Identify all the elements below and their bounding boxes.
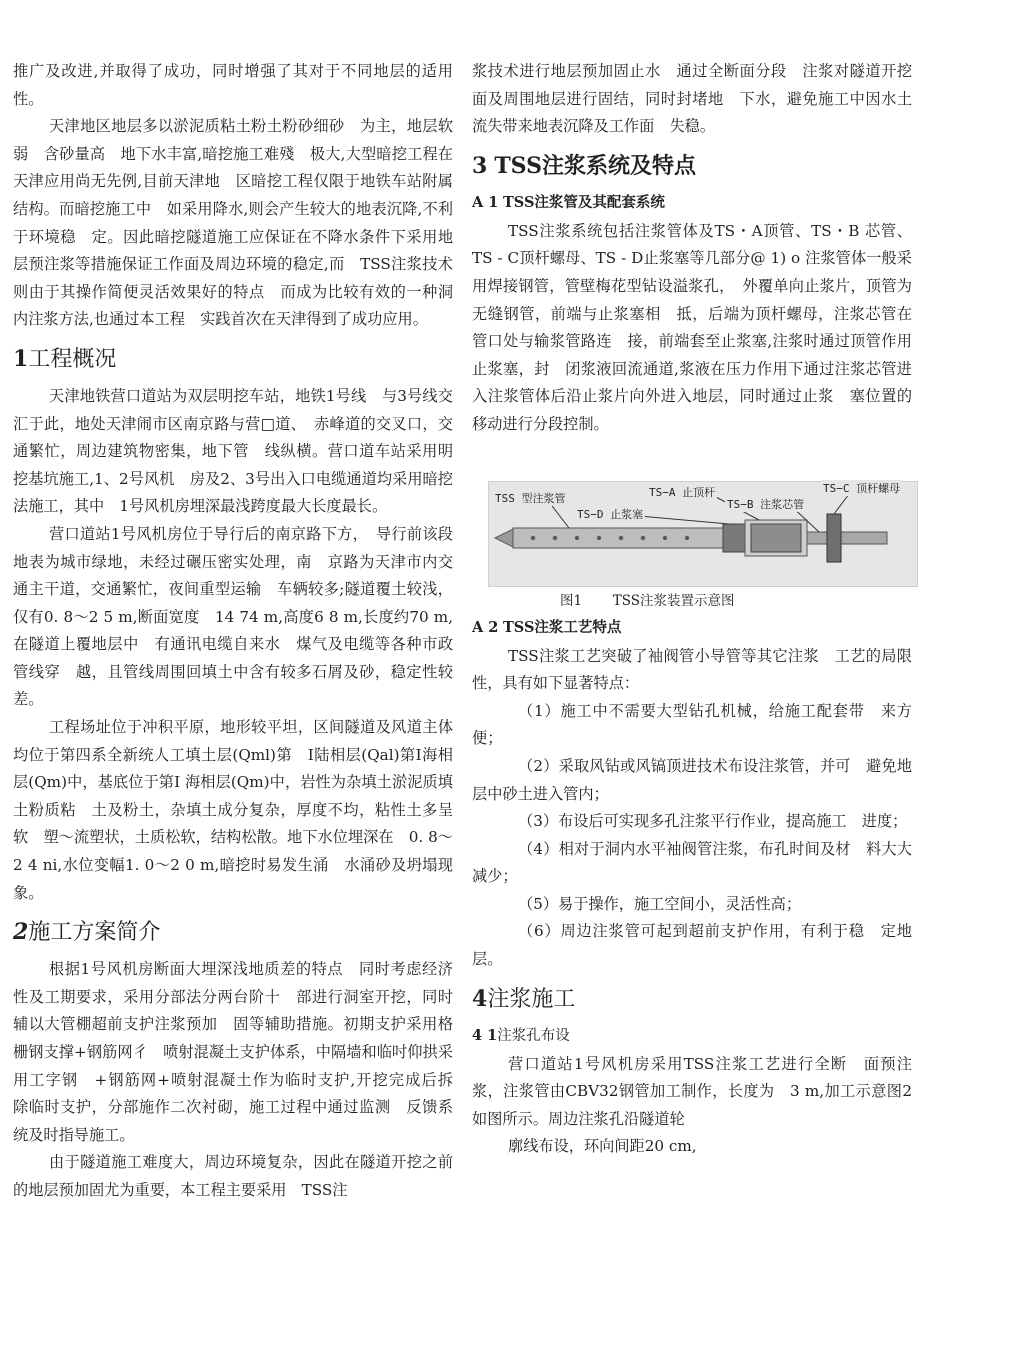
list-item: （4）相对于洞内水平袖阀管注浆，布孔时间及材 料大大减少； — [472, 839, 912, 886]
paragraph-4-1: 营口道站1号风机房采用TSS注浆工艺进行全断 面预注浆，注浆管由CBV32钢管加工制作，长度为 3 m,加工示意图2如图所示。周边注浆孔沿隧道轮 — [472, 1054, 912, 1128]
subsection-4-1-number: 4 1 — [472, 1026, 498, 1044]
paragraph-2a: 根据1号风机房断面大埋深浅地质差的特点 同时考虑经济性及工期要求，采用分部法分两台阶十 部进行洞室开挖，同时辅以大管棚超前支护注浆预加 固等辅助措施。初期支护采用格栅钢支撑+钢筋网彳 喷射混凝土支护体系，中隔墙和临吋仰拱采用工字钢 +钢筋网+喷射混凝土作为临时支护,开挖完成后拆 除临时支护，分部施作二次衬砌，施工过程中通过监测 反馈系统及时指导施工。 — [13, 960, 469, 1144]
stop-plug-shape — [723, 524, 745, 552]
figure-1-number: 图1 — [560, 592, 583, 609]
subsection-3-1-title: TSS注浆管及其配套系统 — [503, 193, 665, 211]
section-2-heading — [13, 915, 453, 950]
paragraph-1a: 天津地铁营口道站为双层明挖车站，地铁1号线 与3号线交汇于此，地处天津闹市区南京路与营□道、 赤峰道的交叉口，交通繁忙，周边建筑物密集，地下管 线纵横。营口道车站采用明挖基坑施工,1、2号风机 房及2、3号出入口电缆通道均采用暗挖法施工，其中 1号风机房埋深最浅跨度最大长度最长。 — [13, 386, 453, 516]
feature-list — [472, 698, 912, 974]
subsection-4-1-heading — [472, 1023, 912, 1049]
list-item: （6）周边注浆管可起到超前支护作用，有利于稳 定地层。 — [472, 922, 912, 969]
section-3-title: TSS注浆系统及特点 — [494, 152, 696, 179]
section-4-heading — [472, 982, 912, 1017]
label-ts-b: TS−B 注浆芯管 — [727, 497, 805, 511]
paragraph-tianjin-geology: 天津地区地层多以淤泥质粘土粉土粉砂细砂 为主，地层软弱 含砂量高 地下水丰富,暗挖施工难殘 极大,大型暗挖工程在天津应用尚无先例,目前天津地 区暗挖工程仅限于地铁车站附属结构。而暗挖施工中 如采用降水,则会产生较大的地表沉降,不利于环境稳 定。因此暗挖隧道施工应保证在不降水条件下采用地 层预注浆等措施保证工作面及周边环境的稳定,而 TSS注浆技术则由于其操作简便灵活效果好的特点 而成为比较有效的一种洞内注浆方法,也通过本工程 实践首次在天津得到了成功应用。 — [13, 117, 469, 329]
list-item: （3）布设后可实现多孔注浆平行作业，提高施工 进度； — [518, 812, 908, 831]
section-3-number: 3 — [472, 152, 488, 179]
subsection-3-2-title: TSS注浆工艺特点 — [503, 618, 622, 636]
section-1-heading — [13, 342, 453, 377]
list-item: （1）施工中不需要大型钻孔机械，给施工配套带 来方便； — [472, 701, 912, 748]
subsection-3-1-number: A 1 — [472, 193, 499, 211]
figure-1-caption — [472, 591, 912, 611]
paragraph-1c: 工程场址位于冲积平原，地形较平坦，区间隧道及风道主体均位于第四系全新统人工填土层(Qml)第 I陆相层(Qal)第I海相层(Qm)中，基底位于第I 海相层(Qm)中，岩性为杂填土淤泥质填土粉质粘 土及粉土，杂填土成分复杂，厚度不均，粘性土多呈软 塑～流塑状，土质松软，结构松散。地下水位埋深在 0. 8～2 4 ni,水位变幅1. 0～2 0 m,暗挖时易发生涌 水涌砂及坍塌现象。 — [13, 718, 453, 902]
core-pipe-shape — [807, 532, 887, 544]
paragraph-4-1-continued: 廓线布设，环向间距20 cm, — [508, 1137, 697, 1156]
subsection-3-1-heading — [472, 190, 912, 216]
grouting-pipe-shape — [513, 528, 723, 548]
section-4-title: 注浆施工 — [487, 986, 576, 1012]
label-ts-a: TS−A 止顶杆 — [649, 485, 716, 499]
section-2-number: 2 — [13, 919, 29, 946]
paragraph-3-2: TSS注浆工艺突破了袖阀管小导管等其它注浆 工艺的局限性，具有如下显著特点： — [472, 646, 912, 693]
nut-shape — [827, 514, 841, 562]
pipe-tip-shape — [495, 529, 513, 547]
paragraph-3-1: TSS注浆系统包括注浆管体及TS・A顶管、TS・B 芯管、TS - C顶杆螺母、TS - D止浆塞等几部分@ 1) o 注浆管体一般采用焊接钢管，管壁梅花型钻设溢浆孔， 外覆单向止浆片，顶管为无缝钢管，前端与止浆塞相 抵，后端为顶杆螺母，注浆芯管在管口处与输浆管路连 接，前端套至止浆塞,注浆时通过顶管作用止浆塞，封 闭浆液回流通道,浆液在压力作用下通过注浆芯管进 入注浆管体后沿止浆片向外进入地层，同时通过止浆 塞位置的移动进行分段控制。 — [472, 221, 928, 433]
paragraph-2b: 由于隧道施工难度大，周边环境复杂，因此在隧道开挖之前的地层预加固尤为重要，本工程主要采用 TSS注 — [13, 1153, 453, 1199]
paragraph-right-continued: 浆技术进行地层预加固止水 通过全断面分段 注浆对隧道开挖面及周围地层进行固结，同时封堵地 下水，避免施工中因水土流失带来地表沉降及工作面 失稳。 — [472, 62, 912, 136]
label-ts-c: TS−C 顶杆螺母 — [823, 481, 901, 495]
subsection-4-1-title: 注浆孔布设 — [497, 1027, 570, 1044]
figure-1-title: TSS注浆装置示意图 — [612, 592, 735, 609]
subsection-3-2-number: A 2 — [472, 618, 499, 636]
paragraph-1b: 营口道站1号风机房位于导行后的南京路下方， 导行前该段地表为城市绿地，未经过碾压密实处理，南 京路为天津市内交通主干道，交通繁忙，夜间重型运输 车辆较多;隧道覆土较浅，仅有0. 8～2 5 m,断面宽度 14 74 m,高度6 8 m,长度约70 m,在隧道上覆地层中 有通讯电缆自来水 煤气及电缆等各种市政管线穿 越，且管线周围回填土中含有较多石屑及砂，稳定性较 差。 — [13, 524, 469, 709]
paragraph-intro-continued: 推广及改进,并取得了成功，同时增强了其对于不同地层的适用性。 — [13, 62, 453, 108]
tss-device-figure — [488, 481, 918, 587]
section-1-title: 工程概况 — [28, 346, 117, 372]
section-3-heading — [472, 149, 912, 184]
right-column — [472, 58, 928, 1161]
section-4-number: 4 — [472, 985, 488, 1012]
list-item: （5）易于操作，施工空间小，灵活性高； — [518, 894, 802, 913]
label-ts-d: TS−D 止浆塞 — [577, 507, 644, 521]
left-column — [13, 58, 469, 1205]
section-1-number: 1 — [13, 345, 29, 372]
label-tss-pipe: TSS 型注浆管 — [495, 491, 566, 505]
list-item: （2）采取风钻或风镐顶进技术布设注浆管，并可 避免地层中砂土进入管内； — [472, 756, 912, 803]
subsection-3-2-heading — [472, 615, 912, 641]
section-2-title: 施工方案简介 — [28, 920, 161, 946]
